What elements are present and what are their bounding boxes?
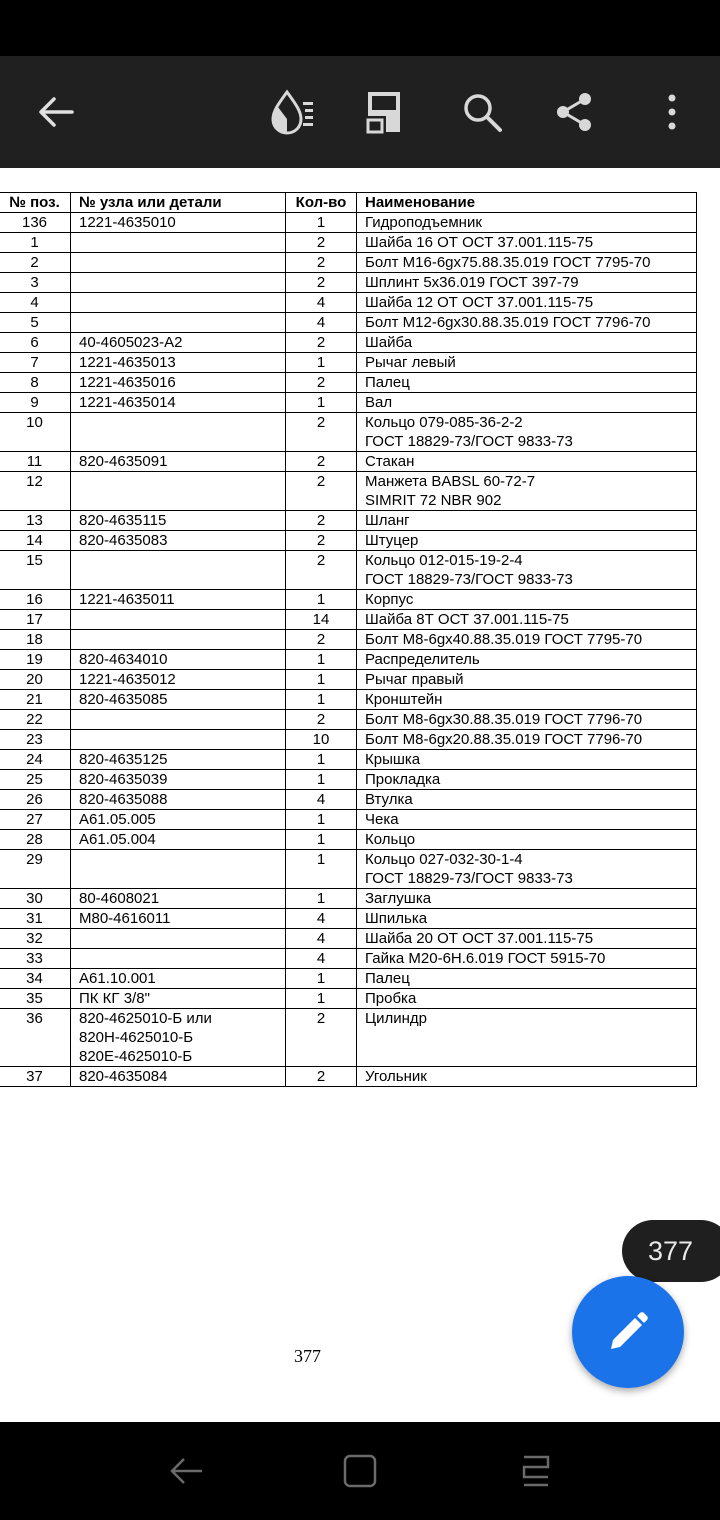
nav-recents-button[interactable] (476, 1422, 596, 1520)
table-row (0, 969, 697, 989)
table-row (0, 233, 697, 253)
cell-position: 33 (0, 949, 71, 969)
cell-quantity: 2 (286, 413, 357, 452)
search-icon (460, 90, 504, 134)
table-row (0, 531, 697, 551)
cell-name: Шплинт 5х36.019 ГОСТ 397-79 (357, 273, 697, 293)
cell-name: Шпилька (357, 909, 697, 929)
table-row (0, 273, 697, 293)
cell-name: Болт М8-6gx20.88.35.019 ГОСТ 7796-70 (357, 730, 697, 750)
cell-part-number: 820-4635084 (71, 1067, 286, 1087)
table-row (0, 810, 697, 830)
cell-position: 21 (0, 690, 71, 710)
cell-position: 32 (0, 929, 71, 949)
cell-part-number: 820-4635039 (71, 770, 286, 790)
cell-name: Кольцо 027-032-30-1-4 ГОСТ 18829-73/ГОСТ 9833-73 (357, 850, 697, 889)
cell-position: 6 (0, 333, 71, 353)
cell-name: Гайка М20-6Н.6.019 ГОСТ 5915-70 (357, 949, 697, 969)
table-row (0, 1009, 697, 1067)
cell-part-number: 1221-4635013 (71, 353, 286, 373)
parts-table (0, 192, 697, 1087)
cell-position: 25 (0, 770, 71, 790)
cell-name: Рычаг правый (357, 670, 697, 690)
cell-position: 10 (0, 413, 71, 452)
share-icon (553, 91, 595, 133)
cell-quantity: 4 (286, 909, 357, 929)
table-row (0, 770, 697, 790)
cell-name: Кольцо (357, 830, 697, 850)
table-row (0, 690, 697, 710)
table-row (0, 850, 697, 889)
table-row (0, 830, 697, 850)
cell-quantity: 14 (286, 610, 357, 630)
cell-name: Корпус (357, 590, 697, 610)
cell-name: Шайба 8Т ОСТ 37.001.115-75 (357, 610, 697, 630)
parts-table-body (0, 213, 697, 1087)
cell-quantity: 1 (286, 213, 357, 233)
ink-drop-icon (265, 86, 317, 138)
cell-quantity: 2 (286, 630, 357, 650)
table-row (0, 313, 697, 333)
cell-name: Гидроподъемник (357, 213, 697, 233)
cell-name: Шайба (357, 333, 697, 353)
cell-part-number: М80-4616011 (71, 909, 286, 929)
table-row (0, 730, 697, 750)
cell-quantity: 1 (286, 393, 357, 413)
cell-position: 34 (0, 969, 71, 989)
cell-position: 16 (0, 590, 71, 610)
cell-name: Стакан (357, 452, 697, 472)
table-row (0, 590, 697, 610)
cell-position: 36 (0, 1009, 71, 1067)
cell-position: 23 (0, 730, 71, 750)
cell-position: 136 (0, 213, 71, 233)
cell-position: 14 (0, 531, 71, 551)
cell-quantity: 2 (286, 233, 357, 253)
cell-quantity: 1 (286, 850, 357, 889)
cell-part-number (71, 630, 286, 650)
cell-name: Крышка (357, 750, 697, 770)
cell-position: 22 (0, 710, 71, 730)
cell-name: Штуцер (357, 531, 697, 551)
cell-position: 13 (0, 511, 71, 531)
cell-part-number: ПК КГ 3/8" (71, 989, 286, 1009)
cell-name: Палец (357, 969, 697, 989)
cell-position: 7 (0, 353, 71, 373)
cell-quantity: 2 (286, 1009, 357, 1067)
cell-quantity: 2 (286, 1067, 357, 1087)
cell-position: 2 (0, 253, 71, 273)
cell-position: 15 (0, 551, 71, 590)
table-header-row (0, 193, 697, 213)
cell-name: Шайба 16 ОТ ОСТ 37.001.115-75 (357, 233, 697, 253)
cell-position: 29 (0, 850, 71, 889)
cell-position: 9 (0, 393, 71, 413)
table-row (0, 551, 697, 590)
cell-name: Болт М12-6gx30.88.35.019 ГОСТ 7796-70 (357, 313, 697, 333)
cell-part-number (71, 929, 286, 949)
table-row (0, 949, 697, 969)
cell-name: Распределитель (357, 650, 697, 670)
cell-quantity: 1 (286, 889, 357, 909)
more-vert-icon (666, 92, 678, 132)
page-layout-icon (364, 90, 404, 134)
cell-position: 26 (0, 790, 71, 810)
cell-position: 28 (0, 830, 71, 850)
table-row (0, 293, 697, 313)
table-row (0, 333, 697, 353)
cell-quantity: 1 (286, 810, 357, 830)
cell-name: Чека (357, 810, 697, 830)
cell-part-number: 820-4635091 (71, 452, 286, 472)
cell-quantity: 1 (286, 590, 357, 610)
cell-quantity: 4 (286, 293, 357, 313)
cell-quantity: 2 (286, 551, 357, 590)
table-row (0, 373, 697, 393)
cell-part-number: 80-4608021 (71, 889, 286, 909)
edit-fab-button[interactable] (572, 1276, 684, 1388)
cell-position: 5 (0, 313, 71, 333)
nav-recents-icon (518, 1453, 554, 1489)
table-row (0, 650, 697, 670)
cell-quantity: 1 (286, 750, 357, 770)
cell-part-number: 1221-4635014 (71, 393, 286, 413)
cell-part-number (71, 710, 286, 730)
cell-quantity: 1 (286, 690, 357, 710)
cell-part-number: 820-4635125 (71, 750, 286, 770)
cell-quantity: 1 (286, 650, 357, 670)
cell-name: Кронштейн (357, 690, 697, 710)
cell-part-number: 1221-4635010 (71, 213, 286, 233)
search-button[interactable] (450, 56, 514, 168)
cell-part-number: 820-4635115 (71, 511, 286, 531)
cell-name: Цилиндр (357, 1009, 697, 1067)
table-row (0, 472, 697, 511)
cell-name: Прокладка (357, 770, 697, 790)
cell-quantity: 1 (286, 989, 357, 1009)
cell-name: Шайба 12 ОТ ОСТ 37.001.115-75 (357, 293, 697, 313)
nav-back-button[interactable] (126, 1422, 246, 1520)
page-number: 377 (294, 1346, 321, 1366)
table-row (0, 610, 697, 630)
cell-name: Кольцо 079-085-36-2-2 ГОСТ 18829-73/ГОСТ 9833-73 (357, 413, 697, 452)
cell-part-number (71, 610, 286, 630)
table-row (0, 889, 697, 909)
cell-quantity: 2 (286, 333, 357, 353)
cell-name: Шайба 20 ОТ ОСТ 37.001.115-75 (357, 929, 697, 949)
cell-quantity: 2 (286, 273, 357, 293)
table-row (0, 413, 697, 452)
cell-position: 17 (0, 610, 71, 630)
cell-position: 27 (0, 810, 71, 830)
header-name: Наименование (357, 193, 697, 213)
cell-name: Шланг (357, 511, 697, 531)
cell-part-number (71, 293, 286, 313)
cell-quantity: 2 (286, 531, 357, 551)
nav-home-icon (342, 1453, 378, 1489)
cell-position: 1 (0, 233, 71, 253)
document-page[interactable] (0, 168, 720, 1422)
table-row (0, 630, 697, 650)
cell-part-number (71, 233, 286, 253)
table-row (0, 353, 697, 373)
cell-part-number (71, 850, 286, 889)
header-position: № поз. (0, 193, 71, 213)
cell-name: Заглушка (357, 889, 697, 909)
cell-position: 24 (0, 750, 71, 770)
cell-position: 20 (0, 670, 71, 690)
cell-part-number: 1221-4635011 (71, 590, 286, 610)
cell-quantity: 1 (286, 830, 357, 850)
nav-home-button[interactable] (300, 1422, 420, 1520)
cell-position: 11 (0, 452, 71, 472)
cell-part-number: 820-4634010 (71, 650, 286, 670)
cell-name: Кольцо 012-015-19-2-4 ГОСТ 18829-73/ГОСТ 9833-73 (357, 551, 697, 590)
cell-part-number (71, 413, 286, 452)
table-row (0, 790, 697, 810)
header-part-number: № узла или детали (71, 193, 286, 213)
cell-quantity: 1 (286, 969, 357, 989)
table-row (0, 909, 697, 929)
table-row (0, 750, 697, 770)
cell-part-number: 1221-4635012 (71, 670, 286, 690)
cell-quantity: 4 (286, 313, 357, 333)
share-button[interactable] (542, 56, 606, 168)
cell-position: 35 (0, 989, 71, 1009)
cell-quantity: 4 (286, 929, 357, 949)
back-button[interactable] (20, 56, 92, 168)
table-row (0, 393, 697, 413)
arrow-left-icon (36, 92, 76, 132)
cell-part-number (71, 730, 286, 750)
table-row (0, 989, 697, 1009)
cell-quantity: 2 (286, 472, 357, 511)
system-navigation-bar (0, 1422, 720, 1520)
cell-quantity: 2 (286, 452, 357, 472)
cell-quantity: 4 (286, 790, 357, 810)
page-indicator-badge: 377 (622, 1220, 720, 1282)
cell-quantity: 1 (286, 353, 357, 373)
cell-name: Палец (357, 373, 697, 393)
cell-name: Манжета BABSL 60-72-7 SIMRIT 72 NBR 902 (357, 472, 697, 511)
cell-position: 12 (0, 472, 71, 511)
cell-part-number: А61.10.001 (71, 969, 286, 989)
cell-quantity: 2 (286, 373, 357, 393)
cell-part-number: 820-4635088 (71, 790, 286, 810)
cell-position: 37 (0, 1067, 71, 1087)
cell-quantity: 2 (286, 253, 357, 273)
cell-part-number: 820-4635083 (71, 531, 286, 551)
cell-position: 31 (0, 909, 71, 929)
cell-part-number: 40-4605023-А2 (71, 333, 286, 353)
cell-part-number (71, 313, 286, 333)
cell-position: 4 (0, 293, 71, 313)
cell-part-number: А61.05.005 (71, 810, 286, 830)
cell-part-number: 1221-4635016 (71, 373, 286, 393)
cell-quantity: 10 (286, 730, 357, 750)
cell-quantity: 2 (286, 511, 357, 531)
cell-part-number: 820-4635085 (71, 690, 286, 710)
more-options-button[interactable] (646, 56, 698, 168)
cell-part-number: 820-4625010-Б или 820Н-4625010-Б 820Е-4625010-Б (71, 1009, 286, 1067)
cell-name: Болт М16-6gx75.88.35.019 ГОСТ 7795-70 (357, 253, 697, 273)
reading-mode-button[interactable] (256, 56, 326, 168)
cell-position: 19 (0, 650, 71, 670)
table-row (0, 253, 697, 273)
cell-part-number: А61.05.004 (71, 830, 286, 850)
cell-name: Пробка (357, 989, 697, 1009)
cell-name: Вал (357, 393, 697, 413)
cell-part-number (71, 253, 286, 273)
table-row (0, 710, 697, 730)
cell-position: 18 (0, 630, 71, 650)
cell-name: Втулка (357, 790, 697, 810)
table-row (0, 213, 697, 233)
cell-quantity: 2 (286, 710, 357, 730)
cell-part-number (71, 273, 286, 293)
nav-back-icon (168, 1455, 204, 1487)
cell-position: 8 (0, 373, 71, 393)
cell-quantity: 1 (286, 770, 357, 790)
table-row (0, 929, 697, 949)
cell-quantity: 1 (286, 670, 357, 690)
table-row (0, 511, 697, 531)
cell-quantity: 4 (286, 949, 357, 969)
cell-name: Болт М8-6gx30.88.35.019 ГОСТ 7796-70 (357, 710, 697, 730)
header-quantity: Кол-во (286, 193, 357, 213)
cell-part-number (71, 551, 286, 590)
table-row (0, 670, 697, 690)
cell-name: Угольник (357, 1067, 697, 1087)
cell-position: 3 (0, 273, 71, 293)
table-row (0, 1067, 697, 1087)
top-app-bar (0, 56, 720, 168)
cell-name: Болт М8-6gx40.88.35.019 ГОСТ 7795-70 (357, 630, 697, 650)
cell-part-number (71, 949, 286, 969)
status-bar (0, 0, 720, 56)
page-layout-button[interactable] (352, 56, 416, 168)
pencil-icon (605, 1309, 651, 1355)
cell-name: Рычаг левый (357, 353, 697, 373)
cell-part-number (71, 472, 286, 511)
table-row (0, 452, 697, 472)
cell-position: 30 (0, 889, 71, 909)
